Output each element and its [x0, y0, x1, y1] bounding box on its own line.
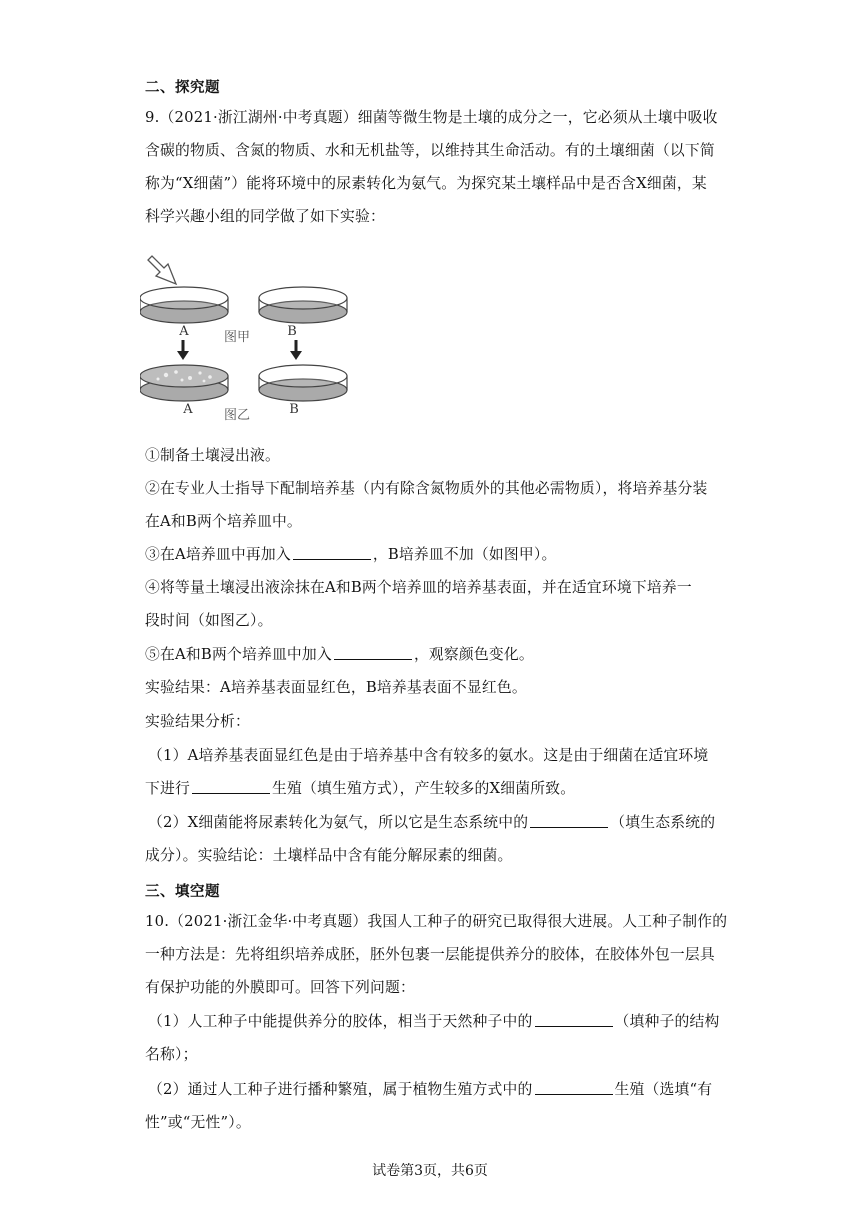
petri-dish-figure — [140, 248, 370, 423]
dish-a-bottom — [140, 365, 228, 401]
q9-intro-line-4: 科学兴趣小组的同学做了如下实验： — [145, 208, 385, 225]
q9-step-3 — [145, 543, 557, 564]
q9-analysis-2-prefix: （2）X细菌能将尿素转化为氨气，所以它是生态系统中的 — [148, 814, 529, 831]
q10-intro-line-1: 10.（2021·浙江金华·中考真题）我国人工种子的研究已取得很大进展。人工种子制作的 — [145, 913, 728, 930]
answer-blank-5[interactable] — [535, 1012, 613, 1027]
q10-question-1-prefix: （1）人工种子中能提供养分的胶体，相当于天然种子中的 — [148, 1013, 533, 1030]
q10-question-1-line-1 — [148, 1010, 720, 1031]
q10-question-1-suffix: （填种子的结构 — [614, 1013, 720, 1030]
section-heading-fill: 三、填空题 — [145, 884, 220, 900]
answer-blank-3[interactable] — [192, 779, 270, 794]
q9-analysis-2-line-1 — [148, 811, 715, 832]
pour-arrow-icon — [148, 256, 176, 284]
dish-b-top — [259, 287, 347, 323]
q9-analysis-2-suffix: （填生态系统的 — [610, 814, 716, 831]
q9-step-3-prefix: ③在A培养皿中再加入 — [145, 546, 291, 563]
answer-blank-6[interactable] — [535, 1080, 613, 1095]
q9-analysis-2-line-2: 成分）。实验结论：土壤样品中含有能分解尿素的细菌。 — [145, 847, 513, 864]
caption-figure-2: 图乙 — [224, 408, 251, 423]
answer-blank-4[interactable] — [530, 813, 608, 828]
q9-analysis-1-prefix: 下进行 — [145, 780, 190, 797]
q9-analysis-1-suffix: 生殖（填生殖方式），产生较多的X细菌所致。 — [272, 780, 576, 797]
q9-analysis-title: 实验结果分析： — [145, 713, 250, 730]
q9-intro-line-3: 称为“X细菌”）能将环境中的尿素转化为氨气。为探究某土壤样品中是否含X细菌，某 — [145, 175, 707, 192]
q9-step-5-prefix: ⑤在A和B两个培养皿中加入 — [145, 646, 332, 663]
q9-step-4-line-1: ④将等量土壤浸出液涂抹在A和B两个培养皿的培养基表面，并在适宜环境下培养一 — [145, 579, 692, 596]
q10-question-2-prefix: （2）通过人工种子进行播种繁殖，属于植物生殖方式中的 — [148, 1081, 533, 1098]
q9-intro-line-1: 9.（2021·浙江湖州·中考真题）细菌等微生物是土壤的成分之一，它必须从土壤中吸收 — [145, 109, 718, 126]
caption-figure-1: 图甲 — [224, 330, 251, 345]
page-footer: 试卷第3页，共6页 — [372, 1163, 488, 1179]
q9-analysis-1-line-2 — [145, 777, 575, 798]
q10-question-2-suffix: 生殖（选填“有 — [614, 1081, 713, 1098]
q9-step-5 — [145, 643, 534, 664]
label-a-top: A — [179, 324, 189, 339]
label-a-bottom: A — [183, 402, 193, 417]
q10-intro-line-2: 一种方法是：先将组织培养成胚，胚外包裹一层能提供养分的胶体，在胶体外包一层具 — [145, 946, 715, 963]
dish-b-bottom — [259, 365, 347, 401]
dish-a-top — [140, 287, 228, 323]
q9-result: 实验结果：A培养基表面显红色，B培养基表面不显红色。 — [145, 679, 527, 696]
section-heading-inquiry: 二、探究题 — [145, 80, 220, 96]
q9-step-2-line-1: ②在专业人士指导下配制培养基（内有除含氮物质外的其他必需物质），将培养基分装 — [145, 480, 708, 497]
q9-analysis-1-line-1: （1）A培养基表面显红色是由于培养基中含有较多的氨水。这是由于细菌在适宜环境 — [148, 747, 709, 764]
q9-step-3-suffix: ，B培养皿不加（如图甲）。 — [372, 546, 557, 563]
q9-step-4-line-2: 段时间（如图乙）。 — [145, 612, 273, 629]
q9-intro-line-2: 含碳的物质、含氮的物质、水和无机盐等，以维持其生命活动。有的土壤细菌（以下简 — [145, 142, 715, 159]
answer-blank-1[interactable] — [293, 545, 371, 560]
q10-question-1-line-2: 名称）； — [145, 1046, 198, 1063]
label-b-top: B — [287, 324, 297, 339]
q10-intro-line-3: 有保护功能的外膜即可。回答下列问题： — [145, 979, 415, 996]
q9-step-5-suffix: ，观察颜色变化。 — [413, 646, 534, 663]
q10-question-2-line-1 — [148, 1078, 712, 1099]
q9-step-2-line-2: 在A和B两个培养皿中。 — [145, 513, 302, 530]
q10-question-2-line-2: 性”或“无性”）。 — [145, 1114, 251, 1131]
label-b-bottom: B — [289, 402, 299, 417]
q9-step-1: ①制备土壤浸出液。 — [145, 447, 280, 464]
answer-blank-2[interactable] — [334, 645, 412, 660]
